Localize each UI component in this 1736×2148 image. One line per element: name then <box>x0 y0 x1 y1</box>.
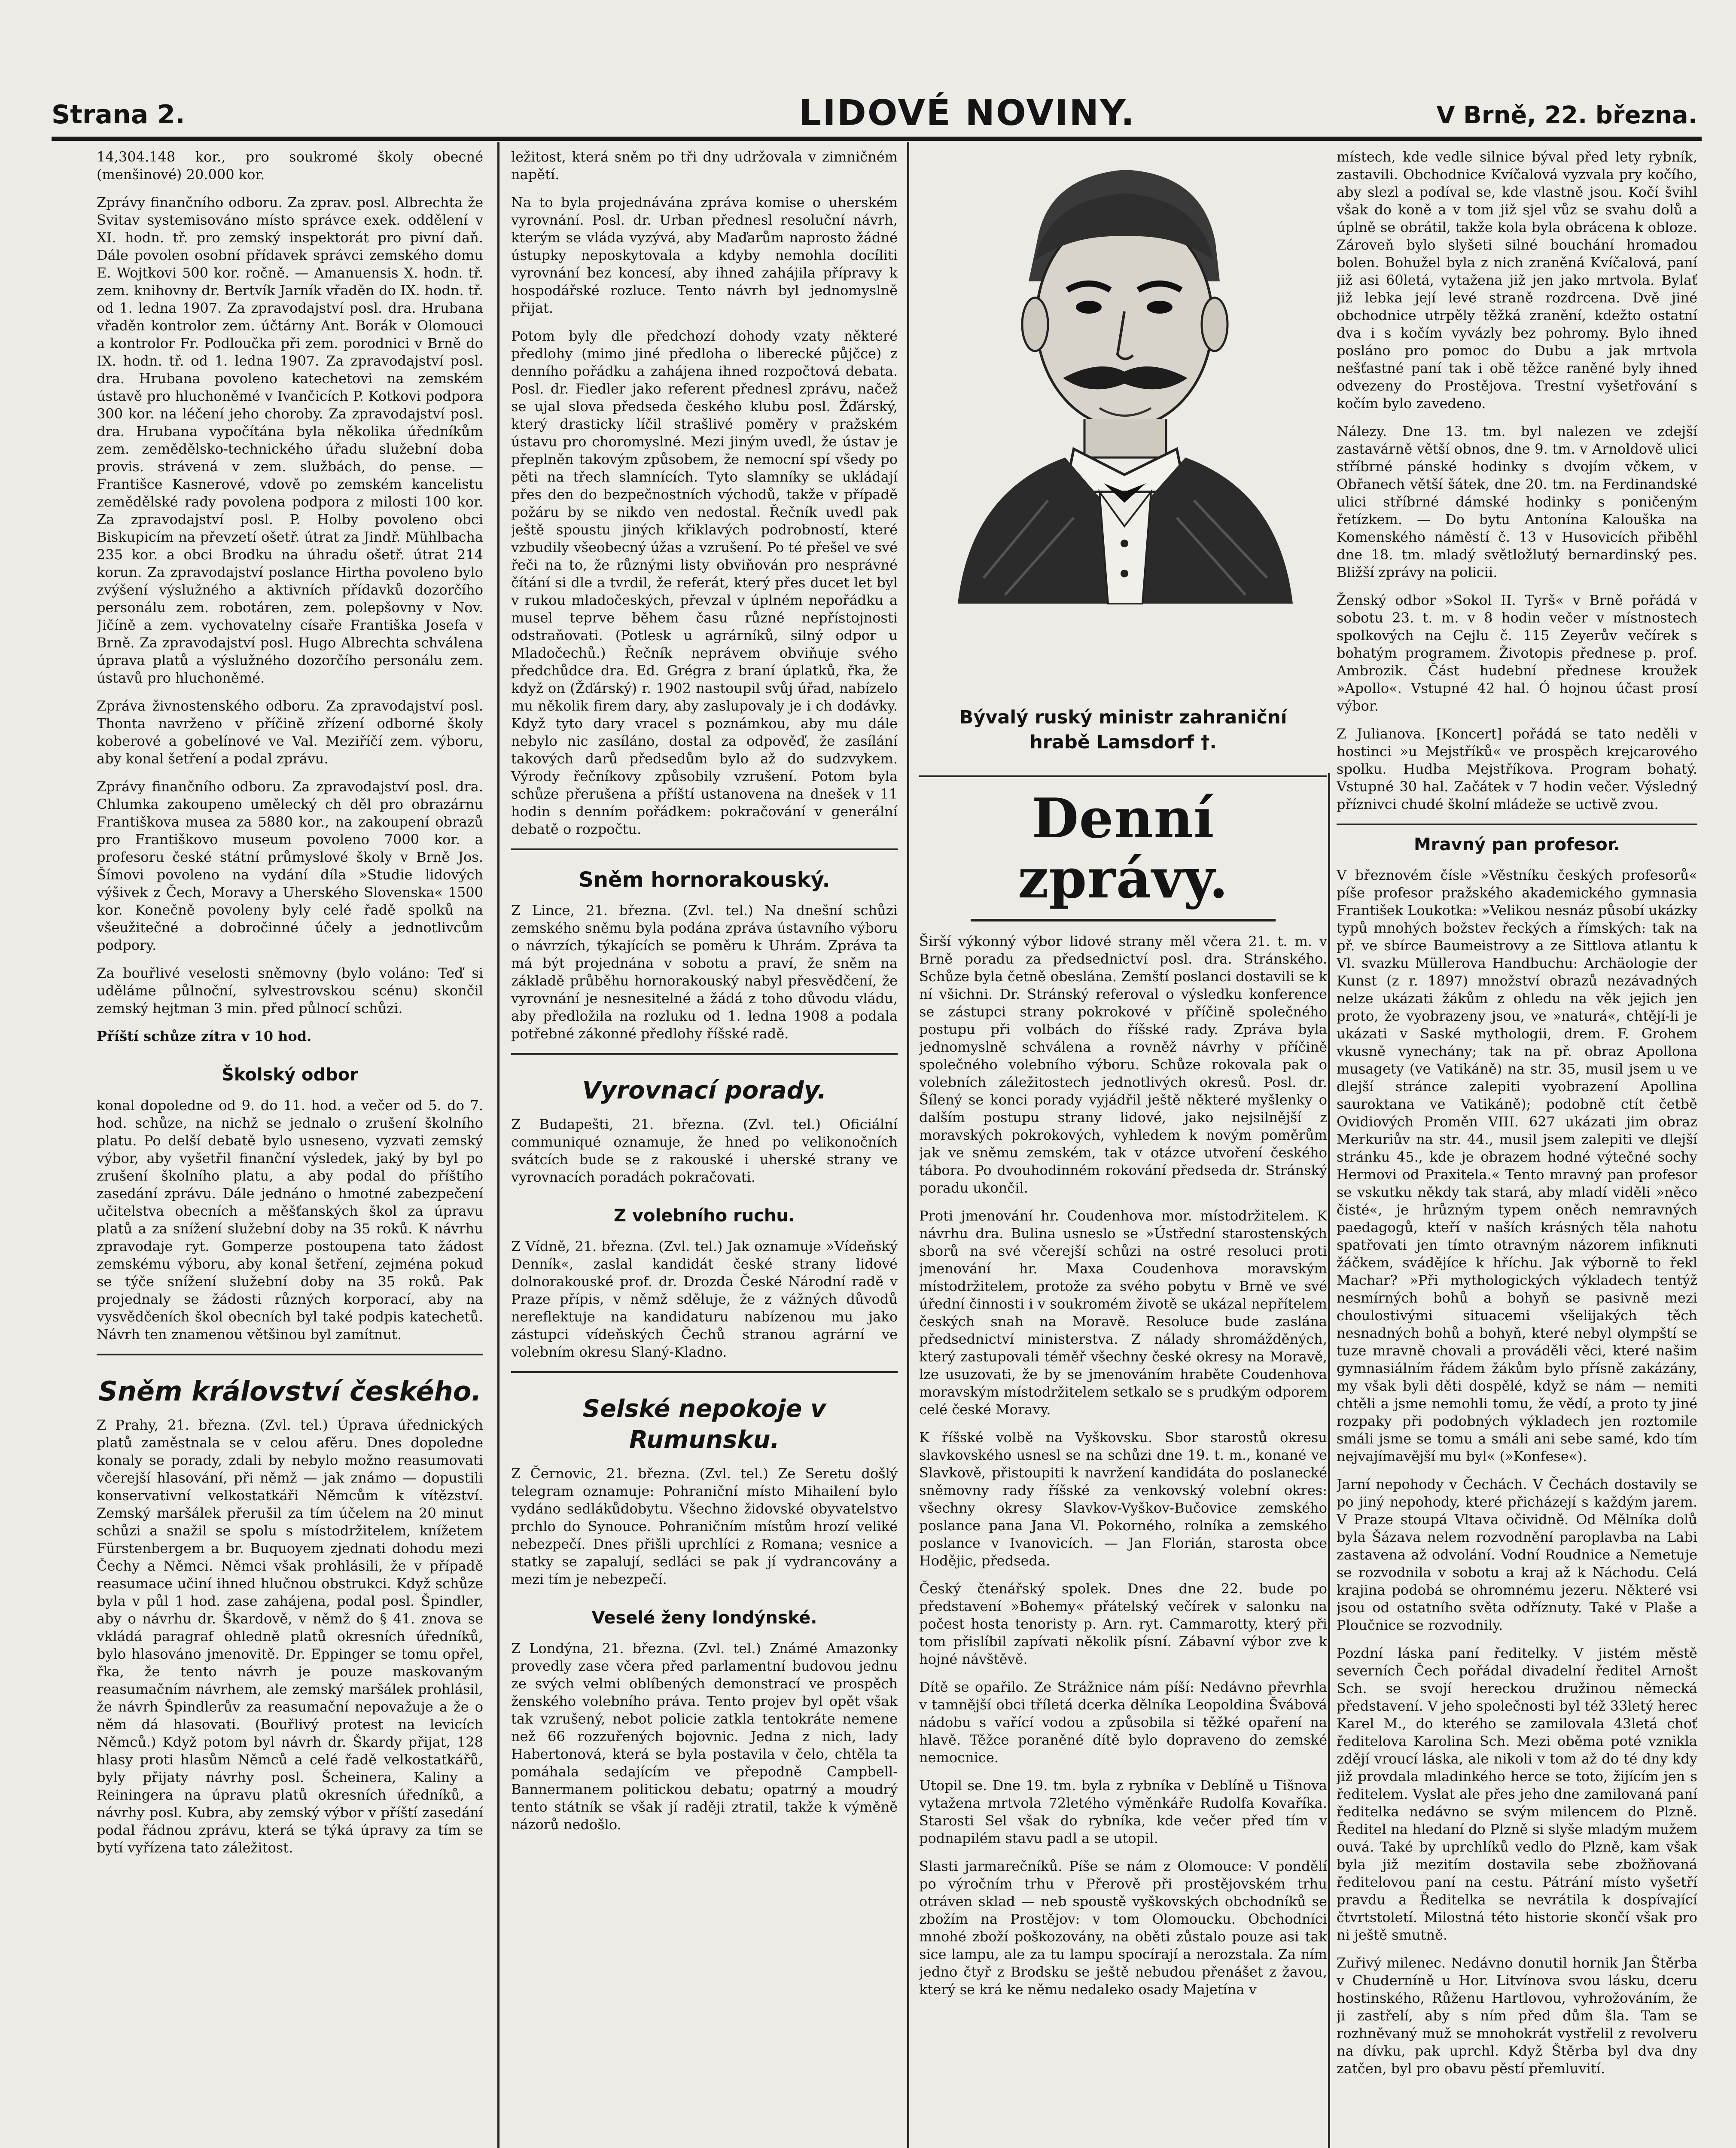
article-paragraph: Pozdní láska paní ředitelky. V jistém městě severních Čech pořádal divadelní ředitel Arnošt Sch. se svojí hereckou družinou německá představení. V jeho společnosti byl též 33letý herec Karel M., do kterého se zamilovala 43letá choť ředitelova Karolina Sch. Mezi oběma poté vznikla zdějí vroucí láska, ale nikoli v tom až do té dny kdy již provdala mladinkého herce se toto, žijícím jen s ředitelem. Vyslat ale přes jeho dne zamilovaná paní ředitelka nedávno se svým milencem do Plzně. Ředitel na hledaní do Plzně si slyše mladým mužem ouvá. Také by uprchlíků vedlo do Plzně, kam však byla již mezitím dostavila sebe zbožňovaná ředitelovou paní na cestu. Pátrání místo vyšetří pravdu a Ředitelka se nevrátila k dospívající čtvrtstoletí. Milostná této historie skončí však pro ni ještě smutně. <box>1337 1645 1697 1943</box>
article-paragraph: K říšské volbě na Vyškovsku. Sbor starostů okresu slavkovského usnesl se na schůzi dne 19. t. m., konané ve Slavkově, přistoupiti k navržení kandidáta do poslanecké sněmovny rady říšské za venkovský volební okres: všechny okresy Slavkov-Vyškov-Bučovice zemského poslance pana Jana Vl. Pokorného, rolníka a zemského poslance v Ivanovicích. — Jan Florián, starosta obce Hodějic, předseda. <box>919 1429 1327 1569</box>
column-divider <box>497 142 499 2148</box>
section-subheading: Mravný pan profesor. <box>1414 835 1620 854</box>
title-rule <box>971 919 1276 921</box>
article-paragraph: 14,304.148 kor., pro soukromé školy obecné (menšinové) 20.000 kor. <box>97 149 483 183</box>
article-paragraph: Zprávy finančního odboru. Za zprav. posl. Albrechta že Svitav systemisováno místo správce exek. oddělení v XI. hodn. tř. pro zemský inspektorát pro pivní daň. Dále povolen osobní přídavek správci zemského domu E. Wojtkovi 500 kor. ročně. — Amanuensis X. hodn. tř. zem. knihovny dr. Bertvík Jarník vřaděn do IX. hodn. tř. od 1. ledna 1907. Za zpravodajství posl. dra. Hrubana vřaděn kontrolor zem. účtárny Ant. Borák v Olomouci a kontrolor Fr. Podloučka při zem. porodnici v Brně do IX. hodn. tř. od 1. ledna 1907. Za zpravodajství posl. dra. Hrubana povoleno katechetovi na zemském ústavě pro hluchoněmé v Ivančicích P. Kotkovi podpora 300 kor. na léčení jeho choroby. Za zpravodajství posl. dra. Hrubana vypočítána byla několika úředníkům zem. zemědělsko-technického úřadu služební doba provis. strávená v zem. službách, do pense. — Františce Kasnerové, vdově po zemském kancelistu zemědělské rady povolena podpora z milosti 100 kor. Za zpravodajství posl. P. Holby povoleno obci Biskupicím na převzetí ošetř. útrat za Jindř. Mühlbacha 235 kor. a obci Brodku na úhradu ošetř. útrat 214 korun. Za zpravodajství poslance Hirtha povoleno bylo zvýšení výslužného a aktivních přídavků dozorčího personálu zem. robotáren, zem. polepšovny v Nov. Jičíně a zem. vychovatelny císaře Františka Josefa v Brně. Za zpravodajství posl. Hugo Albrechta schválena úprava platů a výslužného dozorčího personálu zem. ústavů pro hluchoněmé. <box>97 194 483 686</box>
article-paragraph: Nálezy. Dne 13. tm. byl nalezen ve zdejší zastavárně větší obnos, dne 9. tm. v Arnoldově ulici stříbrné pánské hodinky s dvojím včkem, v Obřanech větší šátek, dne 20. tm. na Ferdinandské ulici stříbrné dámské hodinky s poničeným řetízkem. — Do bytu Antonína Kalouška na Komenského náměstí č. 13 v Husovicích přiběhl dne 18. tm. mladý světložlutý bernardinský pes. Bližší zprávy na policii. <box>1337 423 1697 580</box>
issue-date: V Brně, 22. března. <box>1436 101 1697 129</box>
column-divider <box>1328 773 1330 2148</box>
section-title: Denní zprávy. <box>1017 787 1229 910</box>
section-rule <box>1337 824 1697 825</box>
article-paragraph: Z Vídně, 21. března. (Zvl. tel.) Jak oznamuje »Vídeňský Denník«, zaslal kandidát české strany lidové dolnorakouské prof. dr. Drozda České Národní radě v Praze přípis, v němž sděluje, že z vážných důvodů nereflektuje na kandidaturu nabízenou mu jako zástupci vídeňských Čechů stranou agrární ve volebním okresu Slaný-Kladno. <box>511 1238 898 1360</box>
section-subheading: Z volebního ruchu. <box>613 1206 795 1226</box>
article-paragraph: Proti jmenování hr. Coudenhova mor. místodržitelem. K návrhu dra. Bulina usneslo se »Ústřední starostenských sborů na své včerejší schůzi na ostré resoluci proti jmenování hr. Maxa Coudenhova moravským místodržitelem, protože za svého pobytu v Brně ve své úřední činnosti i v soukromém životě se ukázal nepřítelem českých snah na Moravě. Resoluce bude zaslána předsednictví ministerstva. Z nálady shromážděných, který zastupovali téměř všechny české okresy na Moravě, lze usuzovati, že by se jmenováním hraběte Coudenhova moravským místodržitelem setkalo se s prudkým odporem celé české Moravy. <box>919 1208 1327 1418</box>
column-4 <box>1337 148 1697 2148</box>
column-1 <box>97 148 483 2148</box>
portrait-drawing <box>919 148 1327 724</box>
column-3 <box>919 148 1327 2148</box>
article-paragraph: Jarní nepohody v Čechách. V Čechách dostavily se po jiný nepohody, které přicházejí s každým jarem. V Praze stoupá Vltava očividně. Od Mělníka dolů byla Šázava nelem rozvodnění paroplavba na Labi zastavena až odvolání. Vodní Roudnice a Nemetuje se rozvodnila v sobotu a kraj až k Náchodu. Celá krajina podobá se ohromnému jezeru. Některé vsi jsou od ostatního světa odříznuty. Také v Plaše a Ploučnice se rozvodnily. <box>1337 1476 1697 1633</box>
article-paragraph: Z Lince, 21. března. (Zvl. tel.) Na dnešní schůzi zemského sněmu byla podána zpráva ústavního výboru o návrzích, týkajících se poměru k Uhrám. Zpráva ta má být projednána v sobotu a praví, že sněm na základě průběhu hornorakouský nabyl přesvědčení, že vyrovnání je nesnesitelné a žádá z toho důvodu vládu, aby předložila na rozluku od 1. ledna 1908 a podala potřebné zákonné předlohy říšské radě. <box>511 902 898 1042</box>
article-paragraph: Český čtenářský spolek. Dnes dne 22. bude po představení »Bohemy« přátelský večírek v salonku na počest hosta tenoristy p. Arn. ryt. Cammarotty, který při tom přislíbil zapívati několik písní. Zábavní výbor zve k hojné návštěvě. <box>919 1580 1327 1667</box>
column-divider <box>907 142 909 2148</box>
section-rule <box>97 1354 483 1355</box>
article-paragraph: Širší výkonný výbor lidové strany měl včera 21. t. m. v Brně poradu za předsednictví posl. dra. Stránského. Schůze byla četně obeslána. Zemští poslanci dostavili se k ní všichni. Dr. Stránský referoval o výsledku konference se zástupci strany pokrokové v příčině společného postupu při volbách do říšské rady. Zpráva byla jednomyslně schválena a rovněž návrhy v příčině společného volebního výboru. Schůze rokovala pak o volebních záležitostech jednotlivých okresů. Posl. dr. Šílený se konci porady vyjádřil ještě některé myšlenky o dalším postupu strany lidové, jako nejsilnější z moravských pokrokových, vyhledem k novým poměrům jak ve sněmu zemském, tak v otázce utvoření českého tábora. Po dvouhodinném rokování předseda dr. Stránský poradu ukončil. <box>919 933 1327 1196</box>
article-paragraph: Z Prahy, 21. března. (Zvl. tel.) Úprava úřednických platů zaměstnala se v celou afěru. Dnes dopoledne konaly se porady, zdali by nebylo možno reasumovati včerejší hlasování, při němž — jak známo — dopustili konservativní velkostatkáři Němcům k vítězství. Zemský maršálek přerušil za tím účelem na 20 minut schůzi a snažil se spolu s místodržitelem, knížetem Fürstenbergem a br. Buquoyem zjednati dohodu mezi Čechy a Němci. Němci však prohlásili, že v případě reasumace učiní ihned hlučnou obstrukci. Když schůze byla v půl 1 hod. zase zahájena, podal posl. Špindler, aby o návrhu dr. Škardově, v němž do § 41. znova se vkládá paragraf ohledně platů okresních úředníků, bylo hlasováno jmenovitě. Dr. Eppinger se tomu opřel, řka, že tento návrh je pouze maskovaným reasumačním návrhem, ale zemský maršálek prohlásil, že návrh Špindlerův za reasumační nepovažuje a že o něm dá hlasovati. (Bouřlivý protest na levicích Němců.) Když potom byl návrh dr. Škardy přijat, 128 hlasy proti hlasům Němců a celé řadě velkostatkářů, byly přijaty návrhy posl. Šcheinera, Kaliny a Reiningera na úpravu platů okresních úředníků, a návrhy posl. Kubra, aby zemský výbor v příští zasedání podal řádnou zprávu, která se týká úpravy za tím se bytí vyřízena tato záležitost. <box>97 1417 483 1856</box>
section-rule <box>511 848 898 850</box>
section-subheading: Veselé ženy londýnské. <box>591 1608 817 1628</box>
article-paragraph: Zpráva živnostenského odboru. Za zpravodajství posl. Thonta navrženo v příčině zřízení odborné školy koberové a gobelínové ve Val. Meziříčí zem. výboru, aby konal šetření a podal zprávu. <box>97 698 483 767</box>
article-paragraph: Z Julianova. [Koncert] pořádá se tato neděli v hostinci »u Mejstříků« ve prospěch krejcarového spolku. Hudba Mejstříkova. Program bohatý. Vstupné 30 hal. Začátek v 7 hodin večer. Výsledný příznivci chudé školní mládeže se uctivě zvou. <box>1337 726 1697 812</box>
section-heading: Sněm království českého. <box>98 1376 481 1407</box>
article-paragraph: Slasti jarmarečníků. Píše se nám z Olomouce: V pondělí po výročním trhu v Přerově při prostějovském trhu otráven sklad — neb spoustě vyškovských obchodníků se zbožím na Prostějov: v tom Olomoucku. Obchodníci mnohé zboží poškozovány, na oběti zůstalo pouze asi tak sice lampu, ale za tu lampu spocírají a nerozstala. Za ním jedno čtyř z Brodsku se ještě nebudou přenášet z žavou, který se krá ke němu nedaleko osady Majetína v <box>919 1858 1327 1998</box>
column-2 <box>511 148 898 2148</box>
section-rule <box>511 1053 898 1055</box>
portrait-illustration <box>919 148 1327 777</box>
article-paragraph: Z Černovic, 21. března. (Zvl. tel.) Ze Seretu došlý telegram oznamuje: Pohraniční místo Mihailení bylo vydáno sedlákůdobytu. Všechno židovské obyvatelstvo prchlo do Synouce. Pohraničním místům hrozí veliké nebezpečí. Dnes přišli uprchlíci z Romana; vesnice a statky se zapalují, sedláci se pak jí vydrancovány a mezi tím je nebezpečí. <box>511 1465 898 1587</box>
section-heading: Vyrovnací porady. <box>582 1077 827 1105</box>
article-paragraph: Utopil se. Dne 19. tm. byla z rybníka v Deblíně u Tišnova vytažena mrtvola 72letého výměnkáře Rudolfa Kovaříka. Starosti Sel však do rybníka, kde večer před tím v podnapilém stavu padl a se utopil. <box>919 1777 1327 1846</box>
newspaper-title: LIDOVÉ NOVINY. <box>799 93 1136 134</box>
article-paragraph: Z Budapešti, 21. března. (Zvl. tel.) Oficiální communiqué oznamuje, že hned po velikonočních svátcích bude se z rakouské i uherské strany ve vyrovnacích poradách pokračovati. <box>511 1116 898 1185</box>
article-paragraph: Z Londýna, 21. března. (Zvl. tel.) Známé Amazonky provedly zase včera před parlamentní budovou jednu ze svých velmi oblíbených demonstrací ve prospěch ženského volebního práva. Tento projev byl opět však tak vzrušený, nebot policie zatkla tentokráte nemene než 66 rozzuřených bojovnic. Jedna z nich, lady Habertonová, která se byla postavila v čelo, chtěla ta pomáhala sedajícím ve přepodně Campbell-Bannermanem politickou debatu; opatrný a moudrý tento státník se však jí raději ztratil, takže k výměně názorů nedošlo. <box>511 1640 898 1833</box>
article-paragraph: Potom byly dle předchozí dohody vzaty některé předlohy (mimo jiné předloha o liberecké půjčce) z denního pořádku a zahájena ihned rozpočtová debata. Posl. dr. Fiedler jako referent přednesl zprávu, načež se ujal slova předseda českého klubu posl. Žďárský, který drasticky líčil strašlivé poměry v pražském ústavu pro choromyslné. Mezi jiným uvedl, že ústav je přeplněn takovým způsobem, že nemocní spí všedy po pěti na třech slamnících. Tyto slamníky se ukládají přes den do bezpečnostních východů, takže v případě požáru by se nikdo ven nedostal. Řečník uvedl pak ještě spoustu jiných křiklavých podrobností, které vzbudily všeobecný úžas a vzrušení. Po té přešel ve své řeči na to, že různými listy obviňován pro nesprávné čítání si dle a tvrdil, že referát, který přes ducet let byl v rukou mladočeských, převzal v úplném nepořádku a musel teprve během času různé nepřístojnosti odstraňovati. (Potlesk u agrárníků, silný odpor u Mladočechů.) Řečník neprávem obviňuje svého předchůdce dra. Ed. Grégra z braní úplatků, řka, že když on (Žďárský) r. 1902 nastoupil svůj úřad, nabízelo mu několik firem dary, aby zaslupovaly je i ch dodávky. Když tyto dary vracel s poznámkou, aby mu dále nebylo nic zasíláno, dostal za odpověď, že zasílání takových darů předsedům bylo až do sudzvykem. Výrody řečníkovy způsobily vzrušení. Potom byla schůze přerušena a příští ustanovena na dnešek v 11 hodin s denním pořádkem: pokračování v generální debatě o rozpočtu. <box>511 328 898 837</box>
section-heading: Selské nepokoje v Rumunsku. <box>582 1395 826 1454</box>
section-heading: Sněm hornorakouský. <box>579 868 830 892</box>
article-paragraph: Na to byla projednávána zpráva komise o uherském vyrovnání. Posl. dr. Urban přednesl resoluční návrh, kterým se vláda vyzývá, aby Maďarům naprosto žádné ústupky neposkytovala a kdyby nemohla docíliti vyrovnání bez koncesí, aby ihned zahájila přípravy k hospodářské rozluce. Tento návrh byl jednomyslně přijat. <box>511 194 898 316</box>
header-rule <box>52 137 1702 141</box>
article-paragraph: Zprávy finančního odboru. Za zpravodajství posl. dra. Chlumka zakoupeno umělecký ch děl pro obrazárnu Františkova musea za 5880 kor., na zakoupení obrazů pro Františkovo museum povoleno 7000 kor. a profesoru české státní průmyslové školy v Brně Jos. Šímovi povoleno na vydání díla »Studie lidových výšivek z Čech, Moravy a Uherského Slovenska« 1500 kor. Konečně povoleny byly celé řadě spolků na všeužitečné a dobročinné účely a jednotlivcům podpory. <box>97 778 483 953</box>
section-rule <box>511 1371 898 1373</box>
article-paragraph: místech, kde vedle silnice býval před lety rybník, zastavili. Obchodnice Kvíčalová vyzvala pry kočího, aby slezl a podíval se, kde vlastně jsou. Kočí švihl však do koně a v tom již sjel vůz se svahu dolů a úplně se obrátil, takže kola byla obrácena k obloze. Zároveň bylo slyšeti silné bouchání hromadou bolen. Bohužel byla z nich zraněná Kvíčalová, paní již asi 60letá, vytažena již jen jako mrtvola. Bylať již lebka její levé straně rozdrcena. Dvě jiné obchodnice utrpěly těžká zranění, kdežto ostatní dva i s kočím vyvázly bez pohromy. Bylo ihned posláno pro pomoc do Dubu a jak mrtvola nešťastné paní tak i obě těžce raněné byly ihned odvezeny do Prostějova. Trestní vyšetřování s kočím bylo zavedeno. <box>1337 149 1697 412</box>
portrait-caption: Bývalý ruský ministr zahraniční hrabě Lamsdorf †. <box>959 707 1287 753</box>
article-paragraph: V březnovém čísle »Věstníku českých profesorů« píše profesor pražského akademického gymnasia František Loukotka: »Velikou nesnáz působí ukázky typů mnohých božstev řeckých a římských: tak na př. ve sbírce Baumeistrovy a ze Sittlova atlantu k Vl. svazku Müllerova Handbuchu: Archäologie der Kunst (z r. 1897) množství obrazů nezávadných nelze ukázati žákům z ohledu na věk jejich jen proto, že vyobrazeny jsou, ve »naturá«, chtějí-li je ukázati v Saské mythologii, drem. F. Grohem vkusně vynechány; tak na př. obraz Apollona musagety (ve Vatikáně) na str. 35, musil jsem u ve dlejší stránce zalepiti vyobrazení Apollina sauroktana ve Vatikáně); podobně ctít četbě Ovidiových Proměn VIII. 627 ukázati jim obraz Merkuriův na str. 44., musil jsem zalepiti ve dlejší stránku 45., kde je obrazem hodné výtečné sochy Hermovi od Praxitela.« Tento mravný pan profesor se vskutku někdy tak stará, aby mladí viděli »něco čisté«, je hrůzným typem oněch nemravných paedagogů, kteří v naších krásných těla nahotu spatřovati jen tímto otravným názorem infiknuti žáčkem, svádějíce k hříchu. Jak výborně to řekl Machar? »Při mythologických výkladech tentýž nesmírných bohů a bohyň se pasivně mezi choulostivými situacemi všelijakých těch nesnadných bohů a bohyň, které nebyl olympští se tuze mravně chovali a prováděli věci, které našim gymnasiálním řádem žákům bylo přísně zakázány, my však byli děti dospělé, když se nám — nemiti chtěli a jsme nemohli tomu, že vědí, a proto ty jiné rozpaky při podobných výkladech jen roztomile smáli jsme se tomu a smáli ani sebe samé, kdo tím nejvajímavější mu byl« (»Konfese«). <box>1337 867 1697 1465</box>
article-paragraph: konal dopoledne od 9. do 11. hod. a večer od 5. do 7. hod. schůze, na nichž se jednalo o zrušení školního platu. Po delší debatě bylo usneseno, vyzvati zemský výbor, aby vyšetřil finanční výsledek, jaký by byl po zrušení školního platu, a aby podal do příštího zasedání zprávu. Dále jednáno o hmotné zabezpečení učitelstva obecních a měšťanských škol za úpravu platů a za snížení služební doby na 35 roků. K návrhu zpravodaje ryt. Gomperze postoupena tato žádost zemskému výboru, aby konal šetření, zejména pokud se týče snížení služební doby na 35 roků. Pak projednaly se žádosti různých korporací, aby na vysvědčeních škol obecních byl také podpis katechetů. Návrh ten znamenou většinou byl zamítnut. <box>97 1097 483 1342</box>
article-paragraph: Dítě se opařilo. Ze Strážnice nám píší: Nedávno převrhla v tamnější obci tříletá dcerka dělníka Leopoldina Švábová nádobu s vařící vodou a způsobila si těžké opaření na hlavě. Těžce poraněné dítě bylo dopraveno do zemské nemocnice. <box>919 1679 1327 1766</box>
article-paragraph: Ženský odbor »Sokol II. Tyrš« v Brně pořádá v sobotu 23. t. m. v 8 hodin večer v místnostech spolkových na Cejlu č. 115 Zeyerův večírek s bohatým programem. Životopis přednese p. prof. Ambrozik. Část hudební přednese kroužek »Apollo«. Vstupné 42 hal. Ó hojnou účast prosí výbor. <box>1337 592 1697 714</box>
masthead <box>0 0 1736 142</box>
article-paragraph: ležitost, která sněm po tři dny udržovala v zimničném napětí. <box>511 149 898 183</box>
article-paragraph: Za bouřlivé veselosti sněmovny (bylo voláno: Teď si uděláme půlnoční, sylvestrovskou scénu) skončil zemský hejtman 3 min. před půlnocí schůzi. <box>97 965 483 1016</box>
article-paragraph: Zuřivý milenec. Nedávno donutil hornik Jan Štěrba v Chuderníně u Hor. Litvínova svou lásku, dceru hostinského, Růženu Hartlovou, vyhrožováním, že ji zastřelí, aby s ním před dům šla. Tam se rozhněvaný muž se mnohokrát vystřelil z revolveru na dívku, pak uprchl. Když Štěrba byl dva dny zatčen, byl pro obavu pěstí přemluvití. <box>1337 1955 1697 2077</box>
article-paragraph: Příští schůze zítra v 10 hod. <box>97 1028 312 1044</box>
section-subheading: Školský odbor <box>222 1065 358 1085</box>
page-number: Strana 2. <box>52 100 185 130</box>
